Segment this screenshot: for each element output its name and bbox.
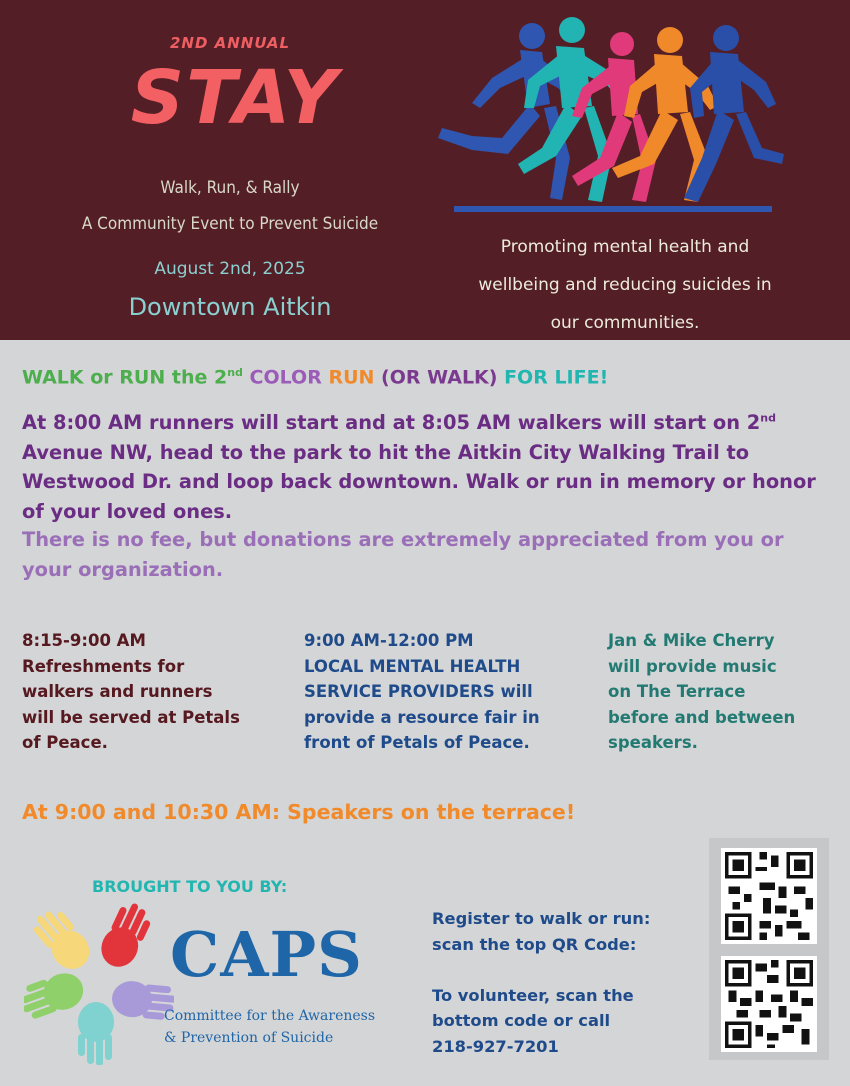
schedule-line: Jan & Mike Cherry — [608, 631, 775, 650]
event-title: STAY — [130, 55, 340, 141]
schedule-line: will provide music — [608, 656, 777, 676]
intro-text-1: At 8:00 AM runners will start and at 8:05 AM walkers will start on 2 — [22, 411, 761, 434]
caps-desc-line-1: Committee for the Awareness — [164, 1008, 376, 1024]
header-banner — [0, 0, 850, 340]
register-qr-code[interactable] — [721, 848, 817, 944]
event-description — [22, 408, 834, 526]
mission-line-2: wellbeing and reducing suicides in — [478, 275, 772, 295]
schedule-line: on The Terrace — [608, 682, 746, 701]
event-subtitle-1: Walk, Run, & Rally — [160, 178, 300, 198]
schedule-line: before and between — [608, 707, 796, 727]
register-spacer — [432, 957, 702, 983]
intro-text-2: Avenue NW, head to the park to hit the Aitkin City Walking Trail to Westwood Dr. and loop back downtown. Walk or run in memory or honor of your loved ones. — [22, 440, 816, 523]
edition-label: 2ND ANNUAL — [169, 34, 291, 52]
volunteer-line-2: bottom code or call — [432, 1011, 611, 1030]
headline-part-3: RUN — [328, 366, 375, 389]
speakers-announcement: At 9:00 and 10:30 AM: Speakers on the terrace! — [22, 800, 576, 824]
event-location: Downtown Aitkin — [128, 293, 332, 321]
schedule-line: speakers. — [608, 733, 698, 752]
schedule-line: SERVICE PROVIDERS will — [304, 682, 533, 701]
headline-part-1: WALK or RUN the 2 — [22, 366, 228, 389]
schedule-line: will be served at Petals — [22, 707, 240, 727]
schedule-line: front of Petals of Peace. — [304, 733, 530, 752]
schedule-line: Refreshments for — [22, 656, 185, 676]
headline-part-4: (OR WALK) — [374, 366, 505, 389]
runners-illustration — [432, 8, 792, 218]
mission-statement — [455, 228, 795, 342]
headline-sup: nd — [227, 366, 243, 379]
schedule-refreshments — [22, 628, 282, 756]
event-subtitle-2: A Community Event to Prevent Suicide — [81, 214, 379, 234]
caps-hands-logo — [24, 900, 174, 1065]
caps-description — [164, 1005, 414, 1049]
schedule-line: 8:15-9:00 AM — [22, 631, 146, 650]
sponsor-label: BROUGHT TO YOU BY: — [92, 877, 288, 896]
schedule-line: LOCAL MENTAL HEALTH — [304, 656, 521, 676]
registration-info — [432, 906, 702, 1059]
phone-number: 218-927-7201 — [432, 1036, 559, 1056]
mission-line-3: our communities. — [550, 313, 700, 333]
headline-part-2: COLOR — [242, 366, 329, 389]
fee-note: There is no fee, but donations are extremely appreciated from you or your organization. — [22, 528, 784, 581]
caps-wordmark: CAPS — [170, 918, 363, 991]
schedule-line: walkers and runners — [22, 682, 213, 701]
mission-line-1: Promoting mental health and — [500, 237, 750, 257]
caps-desc-line-2: & Prevention of Suicide — [164, 1030, 334, 1046]
volunteer-line-1: To volunteer, scan the — [432, 985, 634, 1005]
schedule-line: provide a resource fair in — [304, 707, 540, 727]
headline-part-5: FOR LIFE! — [504, 366, 609, 389]
schedule-resource-fair — [304, 628, 574, 756]
intro-sup: nd — [760, 411, 776, 425]
volunteer-qr-code[interactable] — [721, 956, 817, 1052]
schedule-line: of Peace. — [22, 733, 108, 752]
schedule-music — [608, 628, 838, 756]
register-line-2: scan the top QR Code: — [432, 934, 637, 954]
event-date: August 2nd, 2025 — [154, 259, 306, 279]
register-line-1: Register to walk or run: — [432, 909, 651, 928]
schedule-line: 9:00 AM-12:00 PM — [304, 631, 474, 650]
color-run-headline — [22, 366, 608, 388]
